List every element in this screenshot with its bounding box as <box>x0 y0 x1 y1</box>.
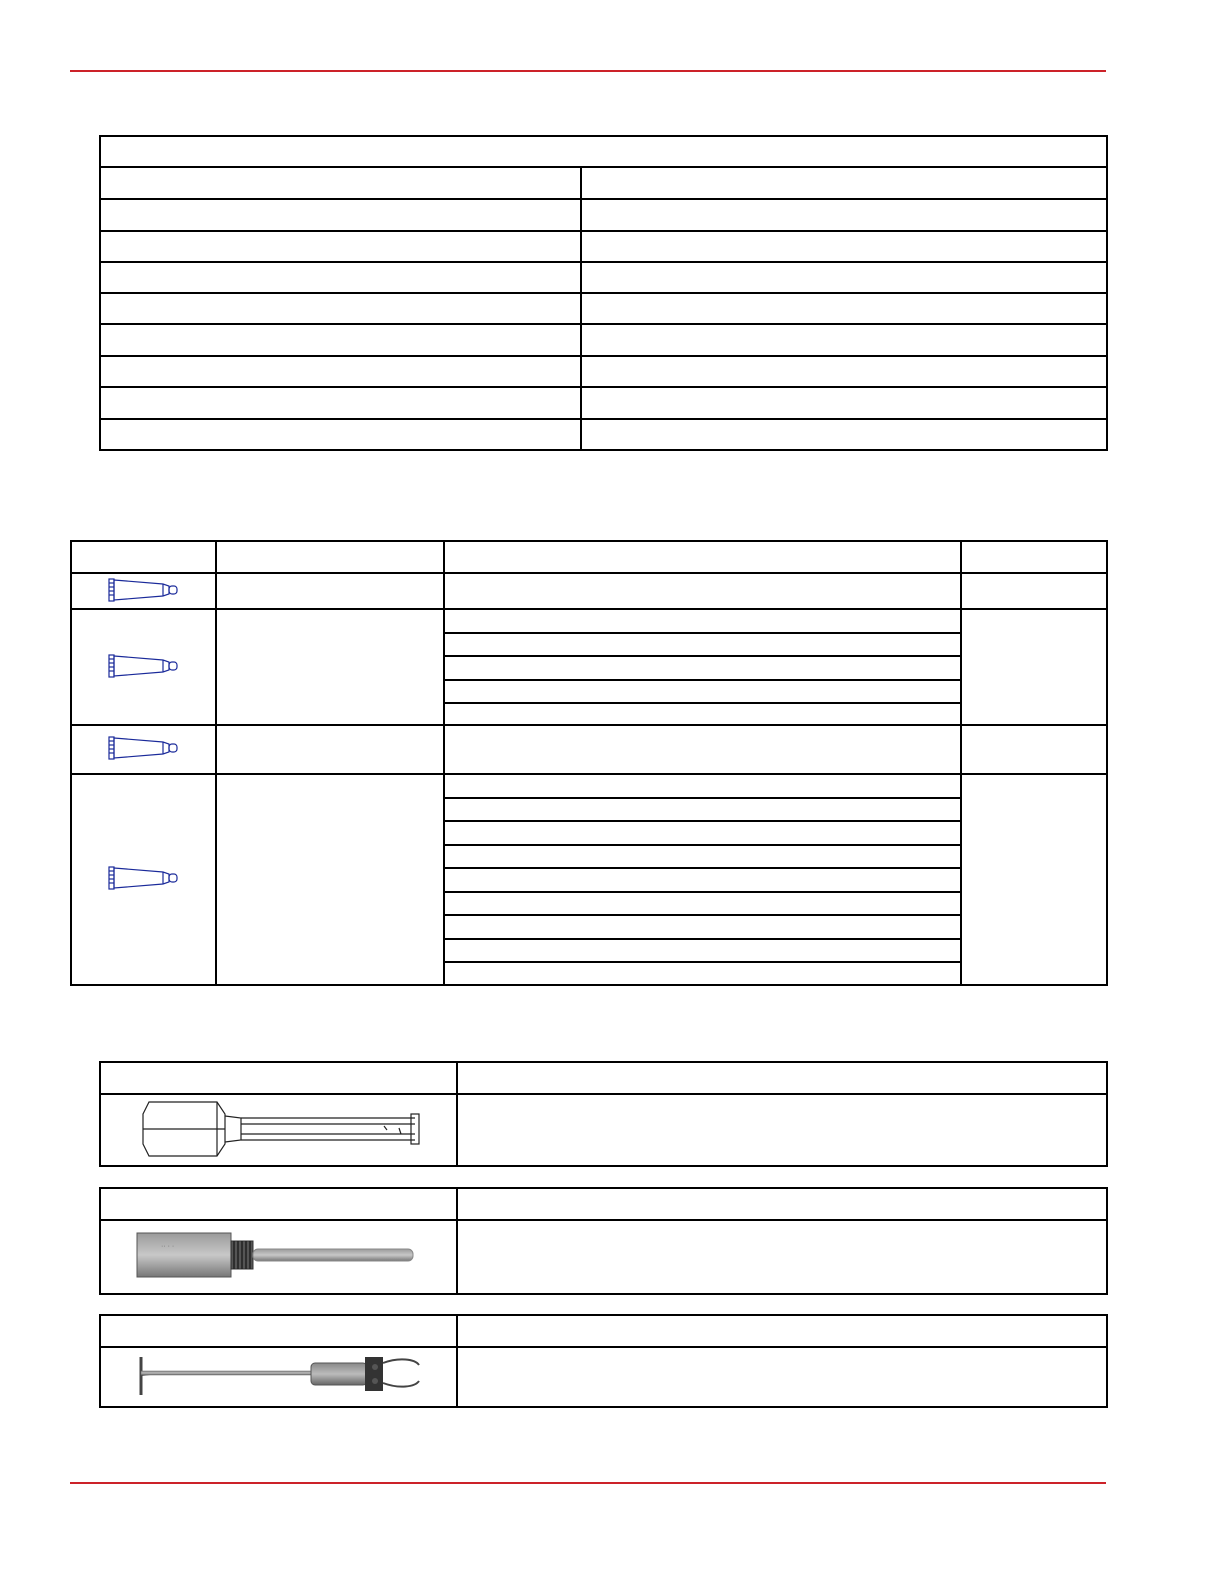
value-cell <box>581 419 1107 450</box>
table-row <box>100 167 1107 199</box>
part-number <box>961 609 1107 725</box>
torque-spec-table <box>99 135 1108 451</box>
value-cell <box>581 231 1107 262</box>
table-row <box>100 387 1107 419</box>
where-used <box>444 892 961 915</box>
tube-icon <box>107 879 181 894</box>
where-used <box>444 609 961 633</box>
tube-icon-cell <box>71 774 216 985</box>
footer-rule <box>70 1482 1106 1484</box>
value-cell <box>581 387 1107 419</box>
where-used <box>444 798 961 821</box>
torque-table-header <box>100 136 1107 167</box>
tool-image-cell <box>100 1094 457 1166</box>
description-cell <box>100 199 581 231</box>
table-row <box>100 419 1107 450</box>
tool-description <box>457 1347 1107 1407</box>
description-cell <box>100 262 581 293</box>
part-number <box>961 774 1107 985</box>
table-row <box>71 609 1107 633</box>
where-used <box>444 845 961 868</box>
where-used <box>444 703 961 725</box>
where-used <box>444 915 961 939</box>
tool-description <box>457 1220 1107 1294</box>
table-row <box>71 774 1107 798</box>
table-header-row <box>71 541 1107 573</box>
tool-name <box>100 1188 457 1220</box>
value-cell <box>581 199 1107 231</box>
table-row <box>100 199 1107 231</box>
table-row <box>100 356 1107 387</box>
tool-header-blank <box>457 1062 1107 1094</box>
where-used <box>444 680 961 703</box>
lubricant-description <box>216 573 444 609</box>
where-used <box>444 962 961 985</box>
value-cell <box>581 324 1107 356</box>
description-cell <box>100 167 581 199</box>
where-used <box>444 821 961 845</box>
tube-icon <box>107 749 181 764</box>
svg-text:·· · ·: ·· · · <box>160 1242 174 1250</box>
tube-icon <box>107 591 181 606</box>
description-cell <box>100 231 581 262</box>
tube-icon <box>107 667 181 682</box>
where-used <box>444 633 961 656</box>
column-header-tube-ref <box>71 541 216 573</box>
tool-header-blank <box>457 1315 1107 1347</box>
lubricant-sealant-table <box>70 540 1108 986</box>
description-cell <box>100 324 581 356</box>
table-row <box>71 725 1107 774</box>
table-row <box>100 231 1107 262</box>
description-cell <box>100 293 581 324</box>
special-tool-table <box>99 1061 1108 1167</box>
value-cell <box>581 293 1107 324</box>
description-cell <box>100 356 581 387</box>
threaded-adapter-tool-photo <box>129 1242 429 1292</box>
tool-image-cell <box>100 1220 457 1294</box>
value-cell <box>581 262 1107 293</box>
where-used <box>444 725 961 774</box>
where-used <box>444 868 961 892</box>
lubricant-description <box>216 725 444 774</box>
where-used <box>444 939 961 962</box>
tube-icon-cell <box>71 725 216 774</box>
special-tool-table <box>99 1187 1108 1295</box>
description-cell <box>100 387 581 419</box>
header-rule <box>70 70 1106 72</box>
where-used <box>444 656 961 680</box>
column-header-description <box>216 541 444 573</box>
tool-image-cell <box>100 1347 457 1407</box>
part-number <box>961 725 1107 774</box>
table-row <box>100 262 1107 293</box>
lubricant-description <box>216 774 444 985</box>
value-cell <box>581 356 1107 387</box>
puller-tool-photo <box>129 1391 429 1406</box>
value-cell <box>581 167 1107 199</box>
tool-header-blank <box>457 1188 1107 1220</box>
column-header-where-used <box>444 541 961 573</box>
column-header-part-number <box>961 541 1107 573</box>
part-number <box>961 573 1107 609</box>
tube-icon-cell <box>71 573 216 609</box>
tube-icon-cell <box>71 609 216 725</box>
table-row <box>100 324 1107 356</box>
description-cell <box>100 419 581 450</box>
lubricant-description <box>216 609 444 725</box>
hex-rod-tool-drawing <box>129 1150 429 1165</box>
table-row <box>100 293 1107 324</box>
special-tool-table <box>99 1314 1108 1408</box>
tool-description <box>457 1094 1107 1166</box>
tool-name <box>100 1062 457 1094</box>
tool-name <box>100 1315 457 1347</box>
where-used <box>444 774 961 798</box>
table-row <box>71 573 1107 609</box>
where-used <box>444 573 961 609</box>
